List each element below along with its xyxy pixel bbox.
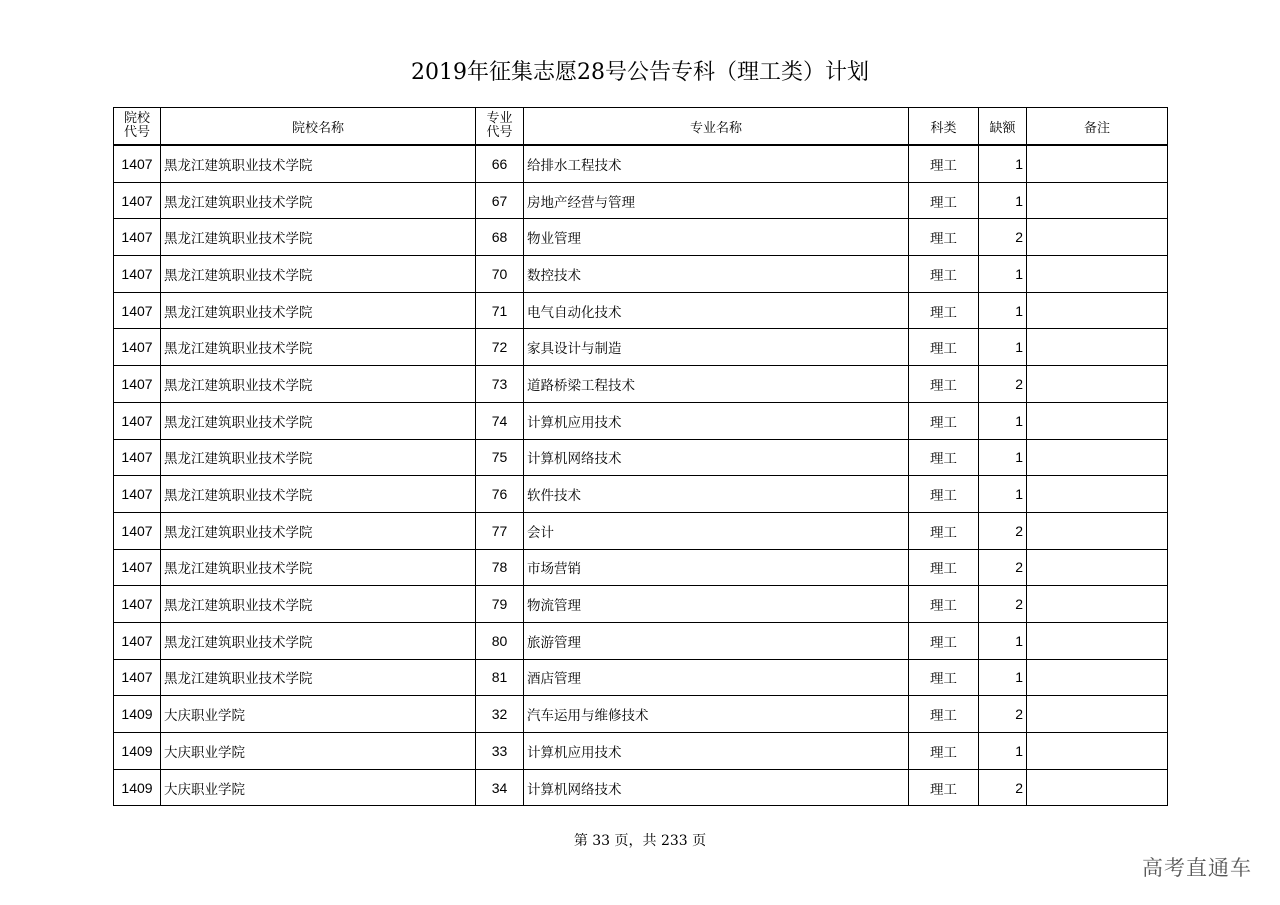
remarks-cell	[1027, 622, 1168, 659]
table-row	[114, 402, 1168, 439]
category-cell: 理工	[909, 145, 979, 182]
table-row	[114, 586, 1168, 623]
header-school-code-line1: 院校	[123, 111, 150, 126]
quota-cell: 2	[979, 219, 1027, 256]
header-category: 科类	[909, 108, 979, 146]
quota-cell: 1	[979, 145, 1027, 182]
remarks-cell	[1027, 145, 1168, 182]
table-row	[114, 696, 1168, 733]
major-code-cell: 77	[476, 512, 524, 549]
major-code-cell: 71	[476, 292, 524, 329]
major-name-cell: 计算机应用技术	[524, 733, 909, 770]
major-name-cell: 物流管理	[524, 586, 909, 623]
category-cell: 理工	[909, 512, 979, 549]
school-name-cell: 黑龙江建筑职业技术学院	[161, 366, 476, 403]
category-cell: 理工	[909, 182, 979, 219]
table-row	[114, 733, 1168, 770]
quota-cell: 2	[979, 549, 1027, 586]
school-code-cell: 1407	[114, 512, 161, 549]
school-name-cell: 黑龙江建筑职业技术学院	[161, 256, 476, 293]
remarks-cell	[1027, 512, 1168, 549]
remarks-cell	[1027, 659, 1168, 696]
remarks-cell	[1027, 292, 1168, 329]
category-cell: 理工	[909, 733, 979, 770]
major-code-cell: 80	[476, 622, 524, 659]
remarks-cell	[1027, 439, 1168, 476]
school-name-cell: 大庆职业学院	[161, 733, 476, 770]
remarks-cell	[1027, 696, 1168, 733]
category-cell: 理工	[909, 622, 979, 659]
category-cell: 理工	[909, 696, 979, 733]
school-code-cell: 1407	[114, 586, 161, 623]
school-name-cell: 黑龙江建筑职业技术学院	[161, 292, 476, 329]
major-code-cell: 79	[476, 586, 524, 623]
table-row	[114, 512, 1168, 549]
header-quota: 缺额	[979, 108, 1027, 146]
quota-cell: 1	[979, 733, 1027, 770]
major-code-cell: 67	[476, 182, 524, 219]
school-code-cell: 1407	[114, 329, 161, 366]
table-row	[114, 476, 1168, 513]
major-code-cell: 75	[476, 439, 524, 476]
remarks-cell	[1027, 256, 1168, 293]
major-name-cell: 酒店管理	[524, 659, 909, 696]
school-code-cell: 1409	[114, 733, 161, 770]
school-code-cell: 1409	[114, 696, 161, 733]
table-row	[114, 182, 1168, 219]
major-code-cell: 76	[476, 476, 524, 513]
major-name-cell: 家具设计与制造	[524, 329, 909, 366]
remarks-cell	[1027, 219, 1168, 256]
school-name-cell: 黑龙江建筑职业技术学院	[161, 586, 476, 623]
school-name-cell: 大庆职业学院	[161, 769, 476, 806]
school-name-cell: 黑龙江建筑职业技术学院	[161, 402, 476, 439]
quota-cell: 1	[979, 659, 1027, 696]
major-name-cell: 市场营销	[524, 549, 909, 586]
school-code-cell: 1407	[114, 439, 161, 476]
school-name-cell: 黑龙江建筑职业技术学院	[161, 182, 476, 219]
major-name-cell: 数控技术	[524, 256, 909, 293]
table-row	[114, 292, 1168, 329]
header-school-name: 院校名称	[161, 108, 476, 146]
major-code-cell: 78	[476, 549, 524, 586]
admission-plan-table	[113, 107, 1168, 806]
category-cell: 理工	[909, 292, 979, 329]
quota-cell: 2	[979, 586, 1027, 623]
remarks-cell	[1027, 586, 1168, 623]
school-name-cell: 黑龙江建筑职业技术学院	[161, 659, 476, 696]
major-name-cell: 会计	[524, 512, 909, 549]
school-code-cell: 1407	[114, 256, 161, 293]
quota-cell: 1	[979, 402, 1027, 439]
quota-cell: 2	[979, 696, 1027, 733]
major-name-cell: 房地产经营与管理	[524, 182, 909, 219]
category-cell: 理工	[909, 769, 979, 806]
school-name-cell: 黑龙江建筑职业技术学院	[161, 145, 476, 182]
table-row	[114, 145, 1168, 182]
major-code-cell: 81	[476, 659, 524, 696]
remarks-cell	[1027, 182, 1168, 219]
remarks-cell	[1027, 769, 1168, 806]
major-name-cell: 计算机应用技术	[524, 402, 909, 439]
major-name-cell: 汽车运用与维修技术	[524, 696, 909, 733]
school-name-cell: 黑龙江建筑职业技术学院	[161, 329, 476, 366]
major-code-cell: 70	[476, 256, 524, 293]
table-header-row	[114, 108, 1168, 146]
quota-cell: 1	[979, 182, 1027, 219]
school-code-cell: 1407	[114, 549, 161, 586]
major-name-cell: 旅游管理	[524, 622, 909, 659]
table-row	[114, 219, 1168, 256]
category-cell: 理工	[909, 256, 979, 293]
category-cell: 理工	[909, 219, 979, 256]
table-row	[114, 622, 1168, 659]
major-code-cell: 34	[476, 769, 524, 806]
remarks-cell	[1027, 366, 1168, 403]
quota-cell: 1	[979, 292, 1027, 329]
major-code-cell: 73	[476, 366, 524, 403]
school-name-cell: 黑龙江建筑职业技术学院	[161, 219, 476, 256]
school-code-cell: 1407	[114, 622, 161, 659]
quota-cell: 1	[979, 256, 1027, 293]
major-name-cell: 物业管理	[524, 219, 909, 256]
quota-cell: 2	[979, 366, 1027, 403]
school-code-cell: 1407	[114, 659, 161, 696]
remarks-cell	[1027, 329, 1168, 366]
school-name-cell: 黑龙江建筑职业技术学院	[161, 512, 476, 549]
header-remarks: 备注	[1027, 108, 1168, 146]
school-code-cell: 1407	[114, 402, 161, 439]
school-code-cell: 1407	[114, 219, 161, 256]
table-row	[114, 256, 1168, 293]
school-code-cell: 1407	[114, 182, 161, 219]
major-name-cell: 道路桥梁工程技术	[524, 366, 909, 403]
table-row	[114, 549, 1168, 586]
school-name-cell: 黑龙江建筑职业技术学院	[161, 549, 476, 586]
school-code-cell: 1407	[114, 366, 161, 403]
major-code-cell: 32	[476, 696, 524, 733]
quota-cell: 2	[979, 512, 1027, 549]
school-code-cell: 1407	[114, 476, 161, 513]
quota-cell: 1	[979, 622, 1027, 659]
category-cell: 理工	[909, 402, 979, 439]
table-row	[114, 366, 1168, 403]
school-name-cell: 黑龙江建筑职业技术学院	[161, 439, 476, 476]
table-row	[114, 769, 1168, 806]
category-cell: 理工	[909, 659, 979, 696]
school-code-cell: 1407	[114, 292, 161, 329]
document-title: 2019年征集志愿28号公告专科（理工类）计划	[411, 60, 869, 85]
category-cell: 理工	[909, 329, 979, 366]
table-row	[114, 439, 1168, 476]
major-name-cell: 电气自动化技术	[524, 292, 909, 329]
category-cell: 理工	[909, 549, 979, 586]
header-major-code-line2: 代号	[486, 125, 513, 140]
page-footer: 第 33 页，共 233 页	[573, 833, 707, 849]
header-school-code-line2: 代号	[123, 125, 150, 140]
quota-cell: 1	[979, 329, 1027, 366]
remarks-cell	[1027, 549, 1168, 586]
major-code-cell: 68	[476, 219, 524, 256]
school-code-cell: 1407	[114, 145, 161, 182]
watermark-text: 高考直通车	[1142, 856, 1252, 880]
major-code-cell: 74	[476, 402, 524, 439]
remarks-cell	[1027, 733, 1168, 770]
major-name-cell: 给排水工程技术	[524, 145, 909, 182]
major-name-cell: 计算机网络技术	[524, 439, 909, 476]
school-code-cell: 1409	[114, 769, 161, 806]
school-name-cell: 黑龙江建筑职业技术学院	[161, 622, 476, 659]
quota-cell: 1	[979, 476, 1027, 513]
header-major-code	[476, 108, 524, 146]
header-school-code	[114, 108, 161, 146]
table-row	[114, 659, 1168, 696]
category-cell: 理工	[909, 586, 979, 623]
table-row	[114, 329, 1168, 366]
major-code-cell: 66	[476, 145, 524, 182]
school-name-cell: 大庆职业学院	[161, 696, 476, 733]
major-name-cell: 软件技术	[524, 476, 909, 513]
remarks-cell	[1027, 402, 1168, 439]
major-code-cell: 72	[476, 329, 524, 366]
major-name-cell: 计算机网络技术	[524, 769, 909, 806]
header-major-code-line1: 专业	[486, 111, 513, 126]
school-name-cell: 黑龙江建筑职业技术学院	[161, 476, 476, 513]
quota-cell: 2	[979, 769, 1027, 806]
category-cell: 理工	[909, 366, 979, 403]
remarks-cell	[1027, 476, 1168, 513]
header-major-name: 专业名称	[524, 108, 909, 146]
table-body	[114, 145, 1168, 806]
category-cell: 理工	[909, 476, 979, 513]
major-code-cell: 33	[476, 733, 524, 770]
quota-cell: 1	[979, 439, 1027, 476]
category-cell: 理工	[909, 439, 979, 476]
